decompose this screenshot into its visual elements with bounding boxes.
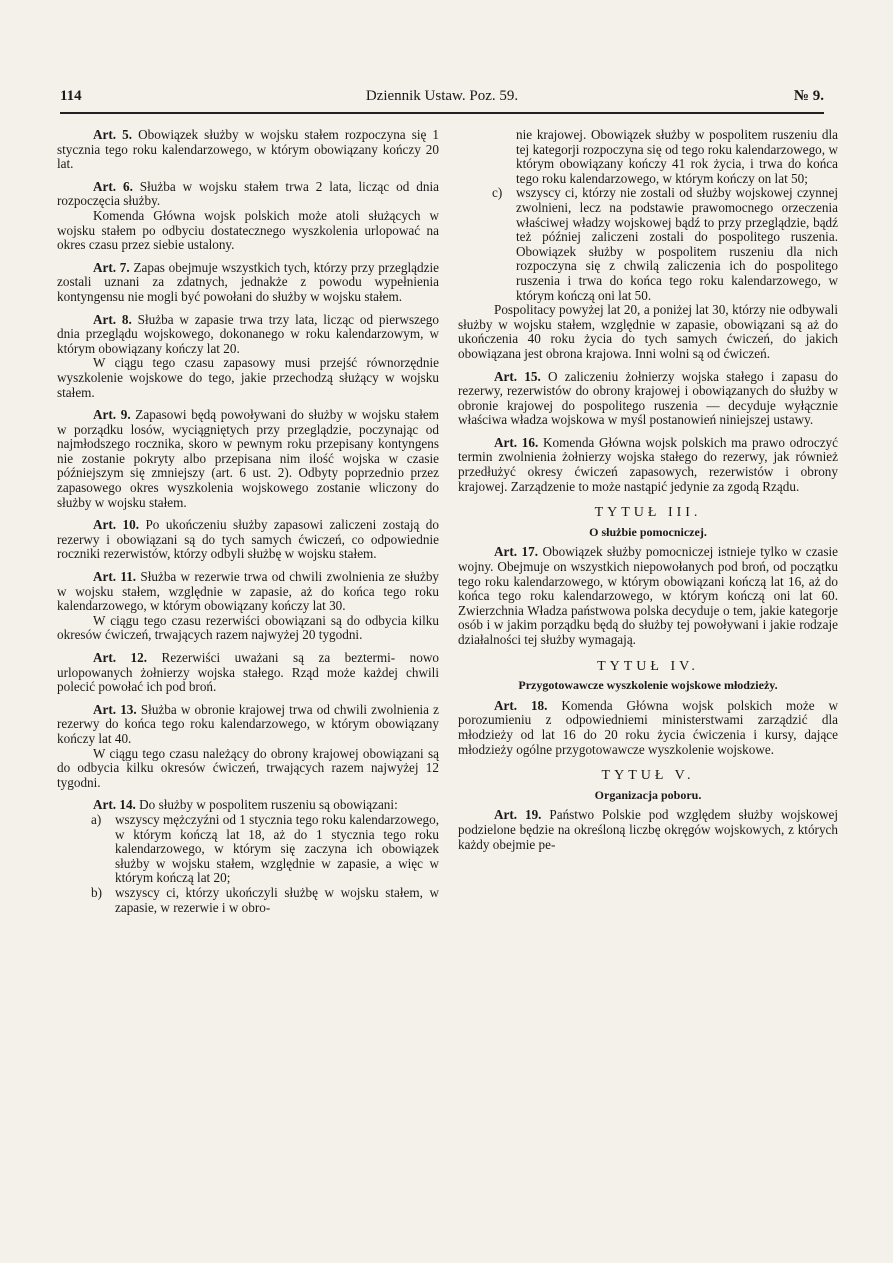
title-4-heading: TYTUŁ IV. (597, 658, 699, 674)
pospolitacy-paragraph: Pospolitacy powyżej lat 20, a poniżej lat 30, którzy nie odbywali służby w wojsku stałem, względnie w zapasie, obowiązani są aż do ukończenia 40 roku życia do tych samych ćwiczeń, do jakich obowiązana jest obrona krajowa. Inni wolni są od ćwiczeń. (458, 302, 838, 361)
article-15: Art. 15. O zaliczeniu żołnierzy wojska stałego i zapasu do rezerwy, rezerwistów do obrony krajowej i obowiązanych do służby w obronie krajowej do pospolitego ruszenia — decyduje wyłącznie właściwa władza wojskowa w myśl postanowień niniejszej ustawy. (458, 368, 838, 428)
article-11: Art. 11. Służba w rezerwie trwa od chwili zwolnienia ze służby w wojsku stałem, względnie w zapasie, aż do końca tego roku kalendarzowego, w którym obowiązany kończy lat 30. (57, 569, 440, 614)
article-12: Art. 12. Rezerwiści uważani są za beztermi- nowo urlopowanych żołnierzy wojska stałego. Rząd może każdej chwili polecić powołać ich pod broń. (57, 650, 439, 695)
title-5-subheading: Organizacja poboru. (594, 787, 702, 802)
list-item-a: a) wszyscy mężczyźni od 1 stycznia tego roku kalendarzowego, w którym kończą lat 18, aż do 1 stycznia tego roku kalendarzowego, w którym się zaczyna ich obowiązek służby w wojsku stałem, względnie w zapasie, a więc w którym kończą lat 20; (91, 811, 439, 886)
page-number: 114 (60, 88, 82, 104)
article-11-para-2: W ciągu tego czasu rezerwiści obowiązani są do odbycia kilku okresów ćwiczeń, trwających razem najwyżej 20 tygodni. (57, 612, 439, 643)
article-6-para-2: Komenda Główna wojsk polskich może atoli służących w wojsku stałem po odbyciu dostatecznego wyszkolenia urlopować na okres czasu przez siebie ustalony. (57, 207, 439, 253)
left-column (57, 128, 439, 915)
title-3-heading: TYTUŁ III. (594, 505, 702, 521)
right-column (458, 128, 838, 852)
article-9: Art. 9. Zapasowi będą powoływani do służby w wojsku stałem w porządku losów, wyciągniętych przy przeglądzie, poczynając od najmłodszego rocznika, skoro w pewnym roku przepisany kontyngens nie zostanie pokryty albo przepisana nim ilość wojska w czasie późniejszym się zmniejszy (art. 6 ust. 2). Odbyty poprzednio przez zapasowego okres wyszkolenia wojskowego zostanie wliczony do służby w wojsku stałem. (57, 407, 439, 510)
title-5-heading: TYTUŁ V. (601, 768, 695, 784)
journal-title: Dziennik Ustaw. Poz. 59. (365, 88, 519, 104)
article-5: Art. 5. Obowiązek służby w wojsku stałem rozpoczyna się 1 stycznia tego roku kalendarzowego, w którym obowiązany kończy 20 lat. (57, 127, 439, 172)
article-17: Art. 17. Obowiązek służby pomocniczej istnieje tylko w czasie wojny. Obejmuje on wszystkich niepowołanych pod broń, od początku tego roku kalendarzowego, w którym obowiązani kończą lat 16, aż do końca tego roku kalendarzowego, w którym kończą oni lat 60. Zwierzchnia Władza państwowa polska decyduje o tem, jakie kategorje osób i w jakim porządku będą do służby tej powoływani i jakie rodzaje działalności tej służby wymagają. (458, 544, 839, 647)
article-13-para-2: W ciągu tego czasu należący do obrony krajowej obowiązani są do odbycia kilku okresów ćwiczeń, trwających razem najwyżej 12 tygodni. (57, 745, 439, 790)
article-14: Art. 14. Do służby w pospolitem ruszeniu są obowiązani: (93, 797, 398, 813)
article-8-para-2: W ciągu tego czasu zapasowy musi przejść równorzędnie wyszkolenie wojskowe do tego, jakie przechodzą służący w wojsku stałem. (57, 355, 439, 400)
article-16: Art. 16. Komenda Główna wojsk polskich ma prawo odroczyć termin zwolnienia żołnierzy wojska stałego do rezerwy, jak również przedłużyć okresy ćwiczeń zapasowych, rezerwistów i obrony krajowej. Zarządzenie to może nastąpić jedynie za zgodą Rządu. (458, 434, 838, 494)
article-18: Art. 18. Komenda Główna wojsk polskich może w porozumieniu z odpowiedniemi ministerstwami zarządzić dla młodzieży od lat 16 do 20 roku życia ćwiczenia i kursy, dające młodzieży ogólne przygotowawcze wyszkolenie wojskowe. (458, 697, 838, 757)
list-item-c: c) wszyscy ci, którzy nie zostali od służby wojskowej czynnej zwolnieni, lecz na podstawie prawomocnego orzeczenia właściwej władzy wojskowej bądź to przy przeglądzie, bądź też później zaliczeni zostali do pospolitego ruszenia. Obowiązek służby w pospolitem ruszeniu dla nich rozpoczyna się z chwilą zaliczenia ich do pospolitego ruszenia i trwa do końca tego roku kalendarzowego, w którym kończą oni lat 50. (492, 185, 838, 303)
article-7: Art. 7. Zapas obejmuje wszystkich tych, którzy przy przeglądzie zostali uznani za zdatnych, jednakże z powodu wypełnienia kontyngensu nie mogli być powołani do służby w wojsku stałem. (57, 259, 439, 304)
list-item-b-continued: nie krajowej. Obowiązek służby w pospolitem ruszeniu dla tej kategorji rozpoczyna się od tego roku kalendarzowego, w którym obowiązany kończy 41 rok życia, i trwa do końca tego roku kalendarzowego, w którym kończy on lat 50; (516, 127, 838, 186)
article-10: Art. 10. Po ukończeniu służby zapasowi zaliczeni zostają do rezerwy i obowiązani są do tych samych ćwiczeń, co odpowiednie roczniki rezerwistów, którzy odbyli służbę w wojsku stałem. (57, 517, 439, 562)
issue-number: № 9. (793, 88, 824, 104)
article-19: Art. 19. Państwo Polskie pod względem służby wojskowej podzielone będzie na określoną liczbę okręgów wojskowych, z których każdy obejmie pe- (458, 807, 839, 852)
page-header (60, 88, 824, 112)
article-13: Art. 13. Służba w obronie krajowej trwa od chwili zwolnienia z rezerwy do końca tego roku kalendarzowego, w którym obowiązany kończy lat 40. (57, 701, 439, 746)
title-3-subheading: O służbie pomocniczej. (589, 524, 707, 539)
title-4-subheading: Przygotowawcze wyszkolenie wojskowe młodzieży. (518, 678, 778, 693)
article-8: Art. 8. Służba w zapasie trwa trzy lata, licząc od pierwszego dnia przeglądu wojskowego, dokonanego w roku kalendarzowym, w którym obowiązany kończy lat 20. (57, 311, 439, 356)
header-rule (60, 112, 824, 114)
list-item-b: b) wszyscy ci, którzy ukończyli służbę w wojsku stałem, w zapasie, w rezerwie i w obro- (91, 884, 439, 915)
article-6: Art. 6. Służba w wojsku stałem trwa 2 lata, licząc od dnia rozpoczęcia służby. (57, 178, 439, 209)
